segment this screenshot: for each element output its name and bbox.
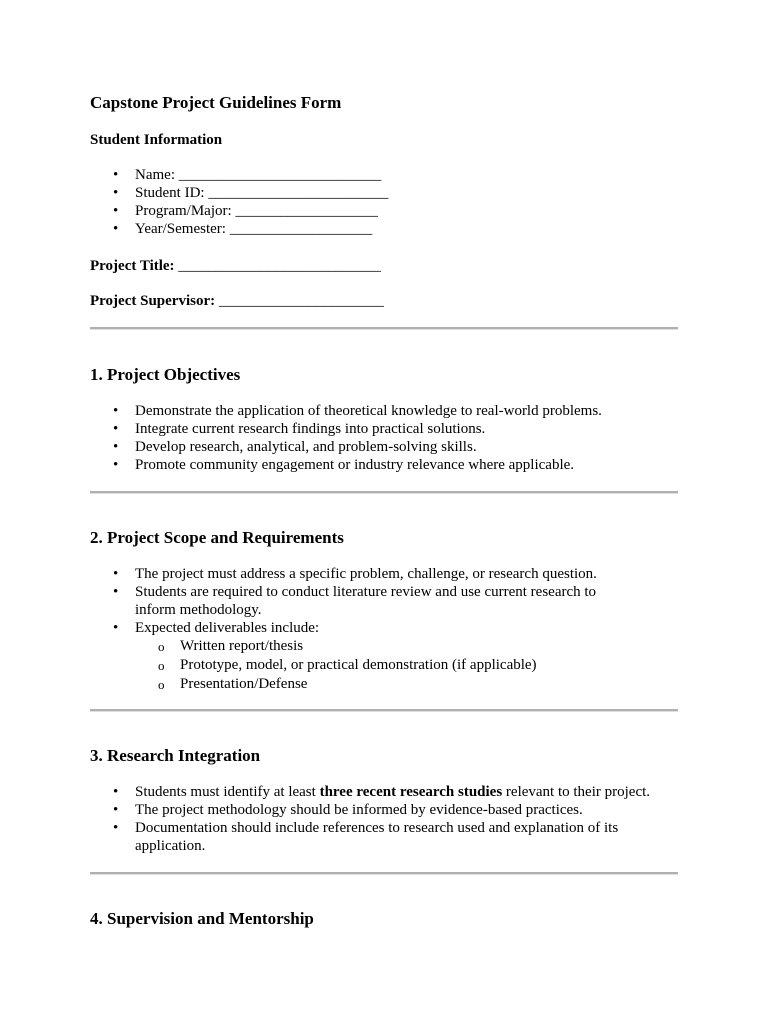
project-title-field[interactable] bbox=[90, 256, 381, 276]
list-item: • The project must address a specific problem, challenge, or research question. bbox=[90, 565, 678, 583]
sublist-item: o Written report/thesis bbox=[135, 637, 678, 656]
project-supervisor-label: Project Supervisor: bbox=[90, 293, 216, 309]
deliverables-intro: Expected deliverables include: bbox=[135, 620, 320, 636]
section-heading-supervision: 4. Supervision and Mentorship bbox=[90, 909, 314, 928]
research-item-emphasis: three recent research studies bbox=[319, 784, 503, 800]
list-item: • Integrate current research findings into practical solutions. bbox=[90, 420, 678, 438]
list-item: • Promote community engagement or industry relevance where applicable. bbox=[90, 456, 678, 474]
list-item bbox=[90, 783, 678, 801]
section-heading-scope: 2. Project Scope and Requirements bbox=[90, 528, 344, 547]
student-info-heading: Student Information bbox=[90, 132, 223, 148]
sublist-item: o Presentation/Defense bbox=[135, 675, 678, 694]
student-id-field-label: Student ID: bbox=[135, 185, 205, 201]
scope-list bbox=[90, 565, 678, 694]
research-item-text-end: relevant to their project. bbox=[502, 784, 651, 800]
student-id-field-blank[interactable]: ________________________ bbox=[208, 185, 389, 201]
list-item bbox=[90, 619, 678, 694]
list-item: • Develop research, analytical, and problem-solving skills. bbox=[90, 438, 678, 456]
student-info-list bbox=[90, 166, 678, 238]
name-field-label: Name: bbox=[135, 167, 175, 183]
section-heading-research: 3. Research Integration bbox=[90, 746, 261, 765]
research-list bbox=[90, 783, 678, 855]
list-item: • The project methodology should be informed by evidence-based practices. bbox=[90, 801, 678, 819]
section-divider bbox=[90, 491, 678, 494]
project-supervisor-blank[interactable]: ______________________ bbox=[218, 293, 384, 309]
section-divider bbox=[90, 327, 678, 330]
year-semester-field-blank[interactable]: ___________________ bbox=[229, 221, 373, 237]
list-item: • Demonstrate the application of theoretical knowledge to real-world problems. bbox=[90, 402, 678, 420]
name-field-blank[interactable]: ___________________________ bbox=[178, 167, 382, 183]
objectives-list bbox=[90, 402, 678, 474]
program-major-field[interactable] bbox=[90, 202, 678, 220]
sublist-item: o Prototype, model, or practical demonstration (if applicable) bbox=[135, 656, 678, 675]
program-major-field-blank[interactable]: ___________________ bbox=[235, 203, 378, 219]
project-title-blank[interactable]: ___________________________ bbox=[178, 258, 381, 274]
student-id-field[interactable] bbox=[90, 184, 678, 202]
year-semester-field-label: Year/Semester: bbox=[135, 221, 226, 237]
document-title: Capstone Project Guidelines Form bbox=[90, 93, 342, 112]
project-title-label: Project Title: bbox=[90, 258, 175, 274]
section-divider bbox=[90, 709, 678, 712]
year-semester-field[interactable] bbox=[90, 220, 678, 238]
list-item: • Students are required to conduct literature review and use current research to inform methodology. bbox=[90, 583, 678, 619]
section-divider bbox=[90, 872, 678, 875]
name-field[interactable] bbox=[90, 166, 678, 184]
list-item: • Documentation should include references to research used and explanation of its application. bbox=[90, 819, 678, 855]
section-heading-objectives: 1. Project Objectives bbox=[90, 365, 241, 384]
research-item-text: Students must identify at least bbox=[135, 784, 320, 800]
program-major-field-label: Program/Major: bbox=[135, 203, 232, 219]
deliverables-sublist bbox=[135, 637, 678, 694]
project-supervisor-field[interactable] bbox=[90, 291, 384, 311]
